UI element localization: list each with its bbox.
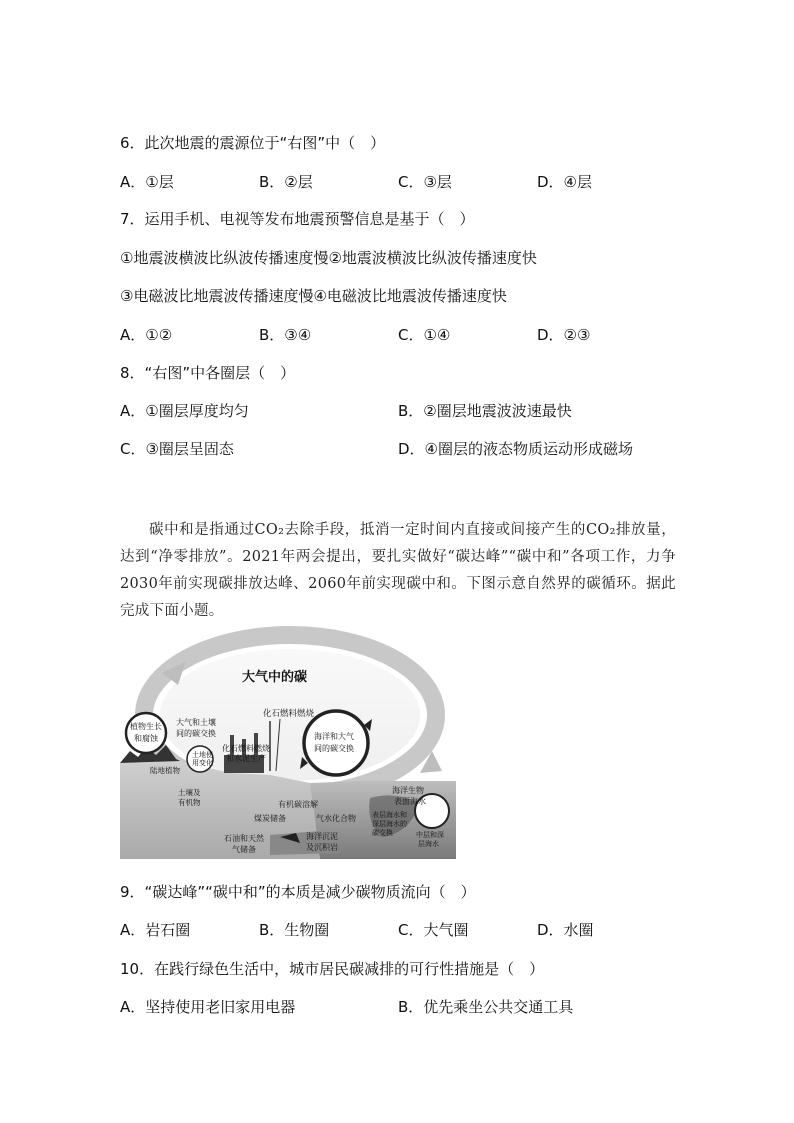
- label-coal: 煤炭储备: [254, 814, 286, 823]
- label-plant: 植物生长和腐蚀: [130, 722, 162, 743]
- carbon-cycle-figure: [120, 623, 456, 859]
- question-6-stem: 6．此次地震的震源位于“右图”中（ ）: [120, 134, 386, 152]
- question-7-stem: 7．运用手机、电视等发布地震预警信息是基于（ ）: [120, 210, 475, 228]
- question-7-statement-1: ①地震波横波比纵波传播速度慢②地震波横波比纵波传播速度快: [120, 249, 537, 267]
- label-land-use: 土地使用变化: [192, 751, 213, 767]
- question-9-stem: 9．“碳达峰”“碳中和”的本质是减少碳物质流向（ ）: [120, 883, 476, 901]
- question-7-option-b: B．③④: [259, 326, 312, 344]
- question-9-option-d: D．水圈: [537, 921, 594, 939]
- label-surface-sea: 表面海水: [394, 797, 426, 806]
- question-8-option-c: C．③圈层呈固态: [120, 440, 234, 458]
- plant-cycle-circle: [126, 713, 166, 753]
- label-land-plant: 陆地植物: [150, 766, 180, 775]
- question-6-option-c: C．③层: [398, 173, 452, 191]
- label-ocean-atmos: 海洋和大气间的碳交换: [314, 732, 354, 753]
- question-9-option-b: B．生物圈: [259, 921, 330, 939]
- ocean-atmosphere-circle: [304, 711, 368, 775]
- question-8-option-d: D．④圈层的液态物质运动形成磁场: [398, 440, 633, 458]
- question-8-option-a: A．①圈层厚度均匀: [120, 402, 249, 420]
- question-10-option-a: A．坚持使用老旧家用电器: [120, 998, 296, 1016]
- question-7-option-a: A．①②: [120, 326, 173, 344]
- question-10-option-b: B．优先乘坐公共交通工具: [398, 998, 574, 1016]
- label-soil-organic: 土壤及有机物: [178, 788, 201, 807]
- label-fossil-burn: 化石燃料燃烧: [263, 709, 315, 719]
- question-7-statement-2: ③电磁波比地震波传播速度慢④电磁波比地震波传播速度快: [120, 287, 507, 305]
- label-ocean-sediment: 海洋沉泥及沉积岩: [306, 832, 338, 852]
- label-hydrate: 气水化合物: [316, 814, 356, 823]
- question-8-option-b: B．②圈层地震波波速最快: [398, 402, 572, 420]
- label-surface-deep: 表层海水和深层海水的碳交换: [372, 811, 407, 837]
- label-mid-deep: 中层和深层海水: [416, 831, 444, 848]
- question-9-option-c: C．大气圈: [398, 921, 469, 939]
- question-8-stem: 8．“右图”中各圈层（ ）: [120, 364, 296, 382]
- question-7-option-c: C．①④: [398, 326, 451, 344]
- label-fossil-cement: 化石燃料燃烧和水泥生产: [222, 744, 270, 763]
- passage-text: 碳中和是指通过CO₂去除手段，抵消一定时间内直接或间接产生的CO₂排放量，达到“净零排放”。2021年两会提出，要扎实做好“碳达峰”“碳中和”各项工作，力争2030年前实现碳排放达峰、2060年前实现碳中和。下图示意自然界的碳循环。据此完成下面小题。: [120, 522, 676, 619]
- label-marine-bio: 海洋生物: [392, 786, 424, 795]
- figure-title: 大气中的碳: [242, 670, 308, 685]
- label-atmos-soil: 大气和土壤间的碳交换: [176, 718, 216, 738]
- reading-passage: [120, 517, 676, 625]
- question-7-option-d: D．②③: [537, 326, 591, 344]
- label-oil-gas: 石油和天然气储备: [224, 834, 264, 854]
- label-organic-dissolve: 有机碳溶解: [278, 800, 318, 809]
- question-9-option-a: A．岩石圈: [120, 921, 191, 939]
- question-10-stem: 10．在践行绿色生活中，城市居民碳减排的可行性措施是（ ）: [120, 960, 545, 978]
- question-6-option-a: A．①层: [120, 173, 174, 191]
- question-6-option-b: B．②层: [259, 173, 313, 191]
- question-6-option-d: D．④层: [537, 173, 592, 191]
